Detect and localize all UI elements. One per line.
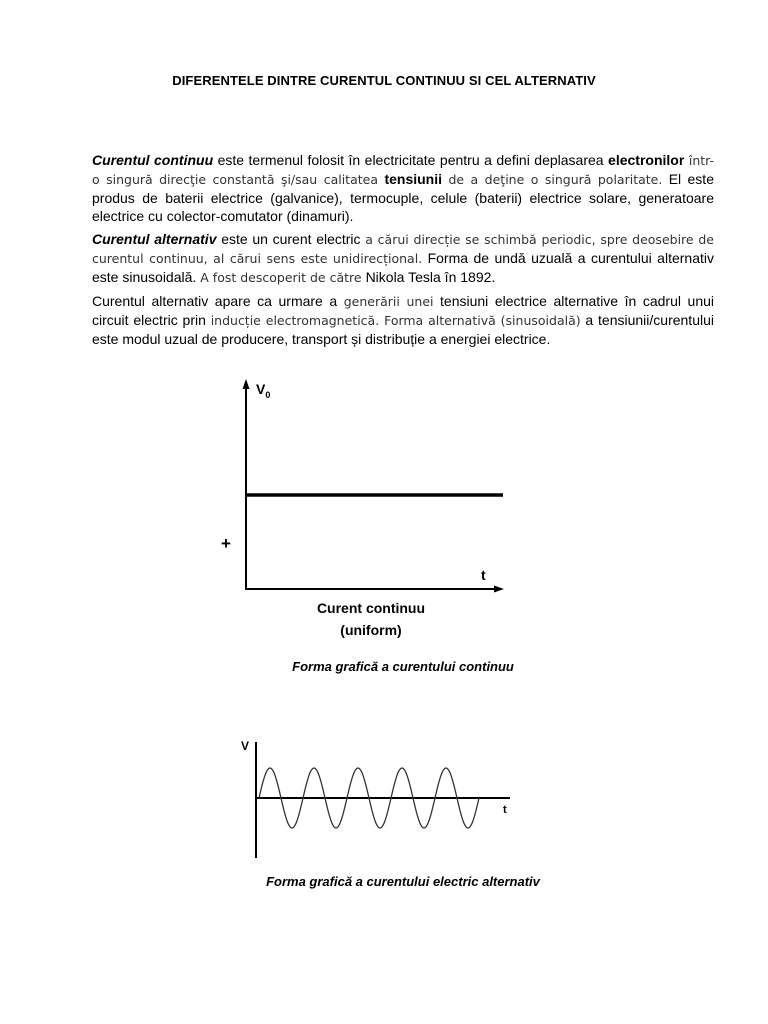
dc-label-line2: (uniform) (340, 622, 402, 638)
document-title: DIFERENTELE DINTRE CURENTUL CONTINUU SI CEL ALTERNATIV (172, 73, 596, 88)
term-voltage: tensiunii (384, 171, 443, 187)
text: este un curent electric (216, 231, 366, 247)
text: A fost descoperit de către (196, 270, 366, 285)
ac-x-axis-label: t (503, 804, 507, 816)
dc-x-axis-label: t (481, 567, 486, 583)
text: a cărui direcție se schimbă periodic, spre deosebire de curentul continuu, al cărui sens este unidirecțional. (92, 232, 714, 266)
dc-label-line1: Curent continuu (316, 600, 426, 616)
dc-graph (221, 379, 504, 638)
text: inducție electromagnetică. Forma alternativă (sinusoidală) (210, 313, 581, 328)
dc-caption: Forma grafică a curentului continuu (292, 659, 514, 674)
text: Forma de undă uzuală a curentului alternativ este sinusoidală. (92, 250, 714, 285)
text: a tensiunii/curentului este modul uzual de producere, transport și distribuție a energiei electrice. (92, 312, 714, 347)
text: Curentul alternativ apare ca urmare a (92, 293, 344, 309)
text: este termenul folosit în electricitate pentru a defini deplasarea (213, 152, 609, 168)
ac-y-axis-label: V (241, 739, 250, 753)
ac-graph (241, 739, 510, 858)
term-direct-current: Curentul continuu (92, 152, 214, 168)
text: generării unei (343, 294, 434, 309)
dc-y-axis-label: $V_0$ (256, 381, 271, 400)
text: de a deţine o singură polaritate. (442, 172, 663, 187)
text: tensiuni electrice alternative în cadrul unui circuit electric prin (92, 293, 714, 328)
dc-x-arrowhead (494, 586, 504, 593)
text: El este produs de baterii electrice (galvanice), termocuple, celule (baterii) electrice solare, generatoare electrice cu colector-comutator (dinamuri). (92, 171, 714, 224)
dc-plus-sign: + (221, 534, 231, 553)
text: într-o singură direcţie constantă şi/sau calitatea (92, 153, 714, 187)
term-electrons: electronilor (608, 152, 685, 168)
dc-y-arrowhead (243, 379, 250, 389)
text: Nikola Tesla în 1892. (365, 269, 496, 285)
term-alternating-current: Curentul alternativ (92, 231, 217, 247)
ac-caption: Forma grafică a curentului electric alternativ (266, 874, 540, 889)
